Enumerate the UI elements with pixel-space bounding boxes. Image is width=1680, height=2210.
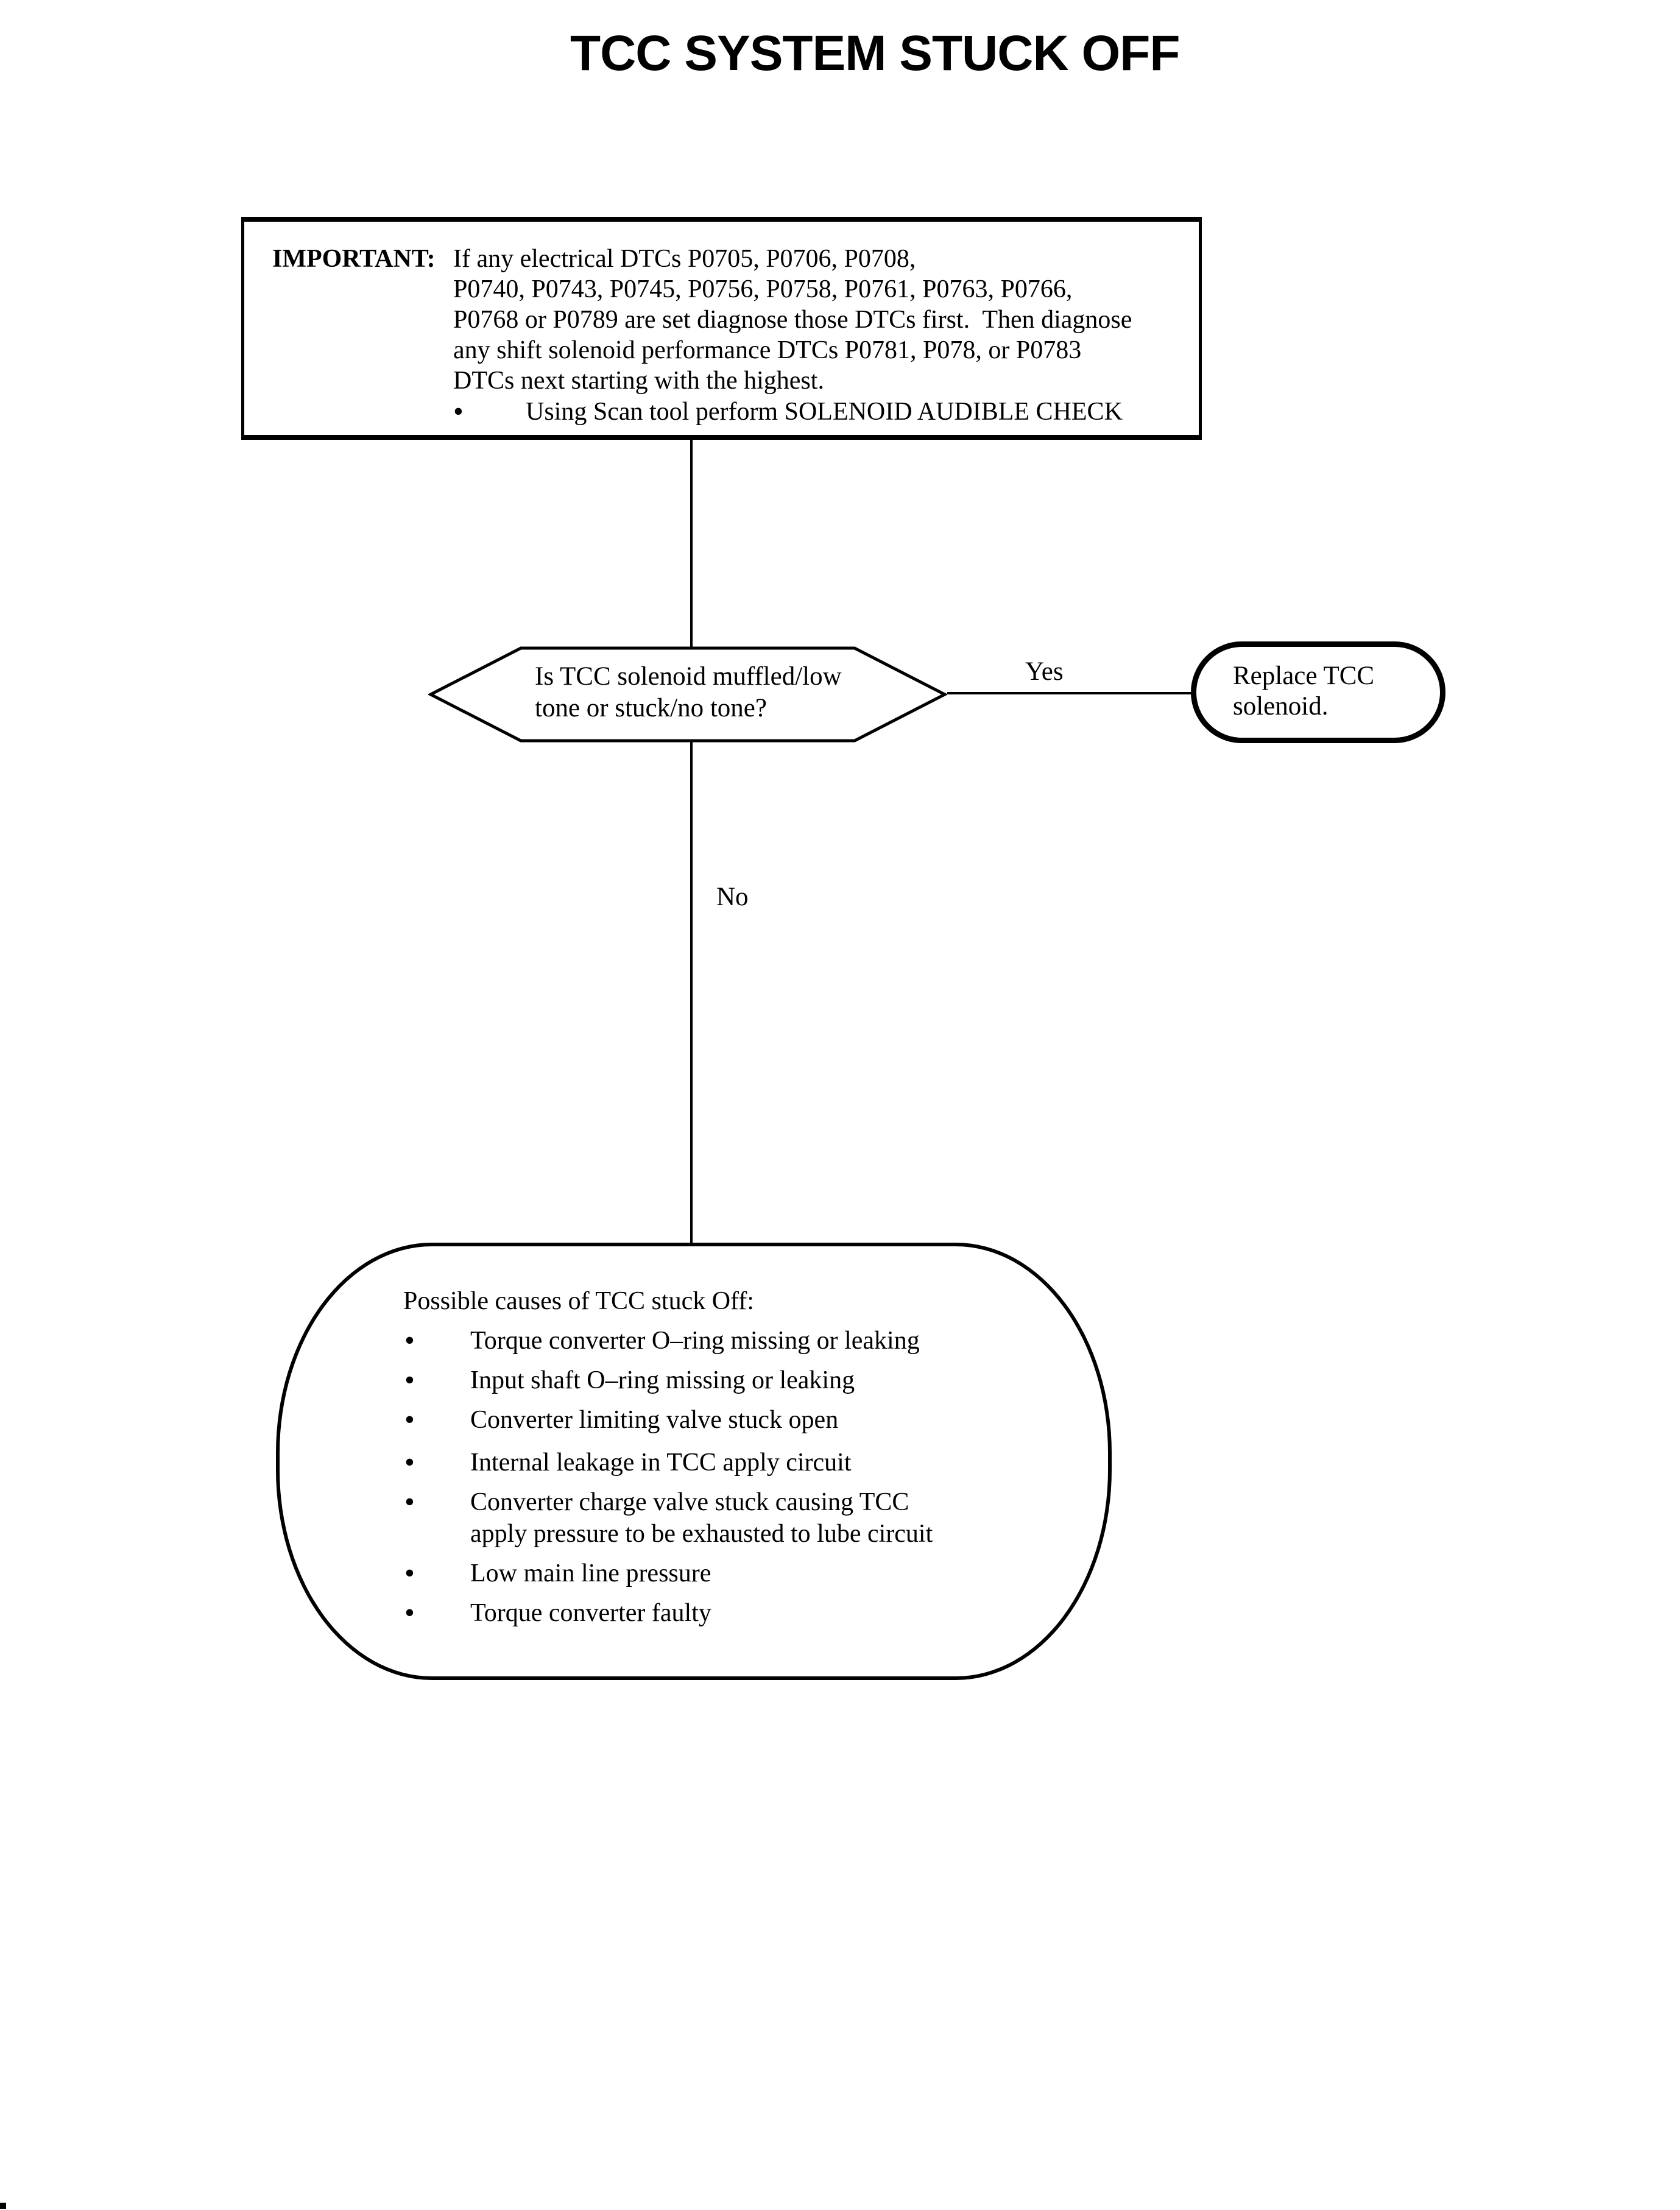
important-text-line: DTCs next starting with the highest. [453, 367, 824, 395]
action-text-line: Replace TCC [1233, 662, 1375, 690]
important-text-line: If any electrical DTCs P0705, P0706, P0708, [453, 245, 916, 273]
important-text-line: P0768 or P0789 are set diagnose those DTCs first. Then diagnose [453, 306, 1132, 334]
important-note-box [241, 217, 1202, 440]
important-label: IMPORTANT: [272, 245, 436, 273]
page-edge-artifact [0, 2203, 6, 2209]
important-text-line: P0740, P0743, P0745, P0756, P0758, P0761, P0763, P0766, [453, 275, 1073, 303]
cause-text: apply pressure to be exhausted to lube circuit [470, 1520, 933, 1548]
decision-question-line: Is TCC solenoid muffled/low [535, 662, 842, 691]
cause-text: Torque converter O–ring missing or leaking [470, 1327, 920, 1355]
important-bullet-text: Using Scan tool perform SOLENOID AUDIBLE CHECK [526, 398, 1123, 426]
cause-text: Converter charge valve stuck causing TCC [470, 1488, 909, 1516]
cause-text: Torque converter faulty [470, 1599, 711, 1627]
connector-decision-to-action [947, 692, 1191, 694]
connector-note-to-decision [690, 440, 693, 648]
bullet-icon: • [404, 1486, 415, 1518]
bullet-icon: • [404, 1597, 415, 1629]
important-text-line: any shift solenoid performance DTCs P0781, P078, or P0783 [453, 336, 1082, 364]
replace-solenoid-action-box [1191, 641, 1445, 743]
decision-question [535, 661, 842, 724]
bullet-icon: • [404, 1446, 415, 1478]
bullet-icon: • [404, 1324, 415, 1357]
cause-text: Input shaft O–ring missing or leaking [470, 1366, 855, 1394]
cause-text: Internal leakage in TCC apply circuit [470, 1449, 852, 1477]
causes-heading: Possible causes of TCC stuck Off: [403, 1287, 754, 1315]
bullet-icon: • [404, 1364, 415, 1396]
yes-branch-label: Yes [1025, 657, 1064, 686]
action-text-line: solenoid. [1233, 692, 1329, 721]
no-branch-label: No [716, 883, 749, 911]
cause-item [404, 1597, 711, 1724]
bullet-icon: • [404, 1403, 415, 1436]
decision-question-line: tone or stuck/no tone? [535, 694, 767, 722]
page-title: TCC SYSTEM STUCK OFF [570, 26, 1180, 81]
bullet-icon: • [404, 1557, 415, 1589]
possible-causes-box [276, 1243, 1112, 1680]
cause-text: Low main line pressure [470, 1559, 711, 1587]
connector-decision-to-causes [690, 741, 693, 1244]
cause-text: Converter limiting valve stuck open [470, 1406, 839, 1434]
bullet-icon: • [453, 395, 464, 428]
